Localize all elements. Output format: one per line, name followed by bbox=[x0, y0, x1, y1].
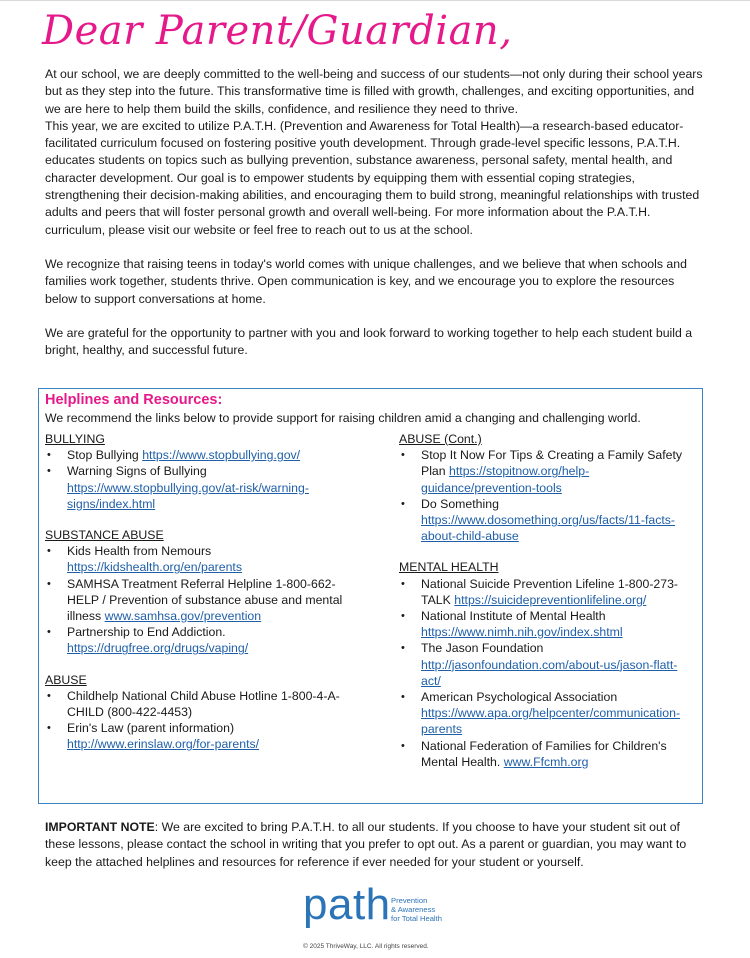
resource-list bbox=[45, 447, 365, 512]
resources-box bbox=[38, 388, 703, 804]
resource-item bbox=[45, 447, 365, 463]
copyright-text: © 2025 ThriveWay, LLC. All rights reserved. bbox=[303, 943, 429, 950]
resource-link[interactable]: https://www.stopbullying.gov/ bbox=[142, 448, 301, 463]
resource-label: Erin's Law (parent information) bbox=[67, 721, 235, 736]
resource-link[interactable]: https://www.nimh.nih.gov/index.shtml bbox=[421, 625, 623, 640]
resource-link[interactable]: https://drugfree.org/drugs/vaping/ bbox=[67, 641, 249, 656]
top-divider bbox=[0, 0, 750, 1]
section-heading: BULLYING bbox=[45, 432, 105, 446]
resource-item bbox=[45, 688, 365, 720]
resource-link[interactable]: www.Ffcmh.org bbox=[503, 754, 589, 769]
resource-link[interactable]: http://www.erinslaw.org/for-parents/ bbox=[67, 737, 260, 752]
tagline-line-3: for Total Health bbox=[391, 914, 442, 923]
resource-item bbox=[399, 496, 689, 545]
resource-label: Kids Health from Nemours bbox=[67, 544, 212, 559]
resource-item bbox=[45, 720, 365, 752]
resources-subtitle: We recommend the links below to provide support for raising children amid a changing and challenging world. bbox=[45, 411, 641, 425]
intro-paragraph-4: We are grateful for the opportunity to partner with you and look forward to working together to help each student build a bright, healthy, and successful future. bbox=[45, 325, 693, 358]
important-note-label: IMPORTANT NOTE bbox=[45, 820, 155, 834]
resource-link[interactable]: https://www.stopbullying.gov/at-risk/warning-signs/index.html bbox=[67, 480, 309, 511]
resources-left-column bbox=[45, 431, 365, 768]
important-note bbox=[45, 819, 709, 871]
intro-paragraph-2: This year, we are excited to utilize P.A.T.H. (Prevention and Awareness for Total Health)—a research-based educator-facilitated curriculum focused on fostering positive youth development. Through grade-level specific lessons, P.A.T.H. educates students on topics such as bullying prevention, substance awareness, personal safety, mental health, and character development. Our goal is to empower students by equipping them with essential coping strategies, strengthening their decision-making abilities, and encouraging them to build strong, meaningful relationships with trusted adults and peers that will foster personal growth and overall well-being. For more information about the P.A.T.H. curriculum, please visit our website or feel free to reach out to us at the school. bbox=[45, 118, 700, 237]
resource-link[interactable]: https://suicidepreventionlifeline.org/ bbox=[454, 592, 647, 607]
section-heading: MENTAL HEALTH bbox=[399, 560, 499, 575]
resource-link[interactable]: www.samhsa.gov/prevention bbox=[104, 609, 262, 624]
resource-list bbox=[45, 688, 365, 753]
important-note-text: : We are excited to bring P.A.T.H. to all our students. If you choose to have your student sit out of these lessons, please contact the school in writing that you prefer to opt out. As a parent or guardian, you may want to keep the attached helplines and resources for reference if ever needed for your student or yourself. bbox=[45, 820, 687, 869]
resource-link[interactable]: https://kidshealth.org/en/parents bbox=[67, 560, 242, 575]
resource-link[interactable]: http://jasonfoundation.com/about-us/jason-flatt-act/ bbox=[421, 657, 678, 688]
resource-label: SAMHSA Treatment Referral Helpline 1-800-662-HELP / Prevention of substance abuse and mental illness bbox=[67, 576, 343, 624]
resource-label: National Institute of Mental Health bbox=[421, 609, 606, 624]
letter-body bbox=[45, 66, 709, 359]
resource-item bbox=[45, 463, 365, 512]
resource-label: Warning Signs of Bullying bbox=[67, 464, 207, 479]
resource-item bbox=[45, 543, 365, 575]
resource-label: Stop It Now For Tips & Creating a Family Safety Plan bbox=[421, 448, 683, 479]
resource-link[interactable]: https://www.dosomething.org/us/facts/11-facts-about-child-abuse bbox=[421, 513, 676, 544]
resource-label: American Psychological Association bbox=[421, 690, 618, 705]
resource-label: Do Something bbox=[421, 496, 499, 511]
intro-paragraph-1: At our school, we are deeply committed to the well-being and success of our students—not only during their school years but as they step into the future. This transformative time is filled with growth, challenges, and exciting opportunities, and we are here to help them build the skills, confidence, and resilience they need to thrive. bbox=[45, 67, 703, 116]
resource-item bbox=[399, 447, 689, 496]
section-bullying bbox=[45, 431, 365, 512]
resource-list bbox=[45, 543, 365, 656]
resource-item bbox=[399, 576, 689, 608]
section-heading: ABUSE bbox=[45, 672, 87, 687]
tagline-line-1: Prevention bbox=[391, 896, 428, 905]
resources-right-column bbox=[399, 431, 689, 785]
resource-label: National Suicide Prevention Lifeline 1-800-273-TALK bbox=[421, 576, 679, 607]
resource-item bbox=[45, 624, 365, 656]
resource-label: Partnership to End Addiction. bbox=[67, 625, 226, 640]
logo-wordmark: path bbox=[303, 880, 391, 929]
resource-item bbox=[399, 640, 689, 689]
resource-list bbox=[399, 576, 689, 770]
resources-title: Helplines and Resources: bbox=[45, 392, 223, 408]
resource-link[interactable]: https://www.apa.org/helpcenter/communication-parents bbox=[421, 706, 681, 737]
section-heading: SUBSTANCE ABUSE bbox=[45, 528, 164, 543]
resource-item bbox=[399, 738, 689, 770]
resource-item bbox=[399, 608, 689, 640]
resource-label: National Federation of Families for Children's Mental Health. bbox=[421, 738, 667, 769]
section-abuse bbox=[45, 672, 365, 753]
section-heading: ABUSE (Cont.) bbox=[399, 432, 482, 446]
resource-label: The Jason Foundation bbox=[421, 641, 544, 656]
resource-label: Childhelp National Child Abuse Hotline 1-800-4-A-CHILD (800-422-4453) bbox=[67, 688, 340, 720]
logo-tagline bbox=[391, 896, 442, 923]
resource-list bbox=[399, 447, 689, 544]
intro-paragraph-3: We recognize that raising teens in today's world comes with unique challenges, and we believe that when schools and families work together, students thrive. Open communication is key, and we encourage you to explore the resources below to support conversations at home. bbox=[45, 256, 687, 306]
resource-item bbox=[45, 576, 365, 625]
section-mental-health bbox=[399, 559, 689, 770]
letter-salutation: Dear Parent/Guardian, bbox=[42, 8, 513, 54]
tagline-line-2: & Awareness bbox=[391, 905, 436, 914]
section-substance-abuse bbox=[45, 527, 365, 657]
section-abuse-cont bbox=[399, 431, 689, 544]
resource-label: Stop Bullying bbox=[67, 448, 143, 463]
resource-link[interactable]: https://stopitnow.org/help-guidance/prevention-tools bbox=[421, 464, 590, 495]
resource-item bbox=[399, 689, 689, 738]
